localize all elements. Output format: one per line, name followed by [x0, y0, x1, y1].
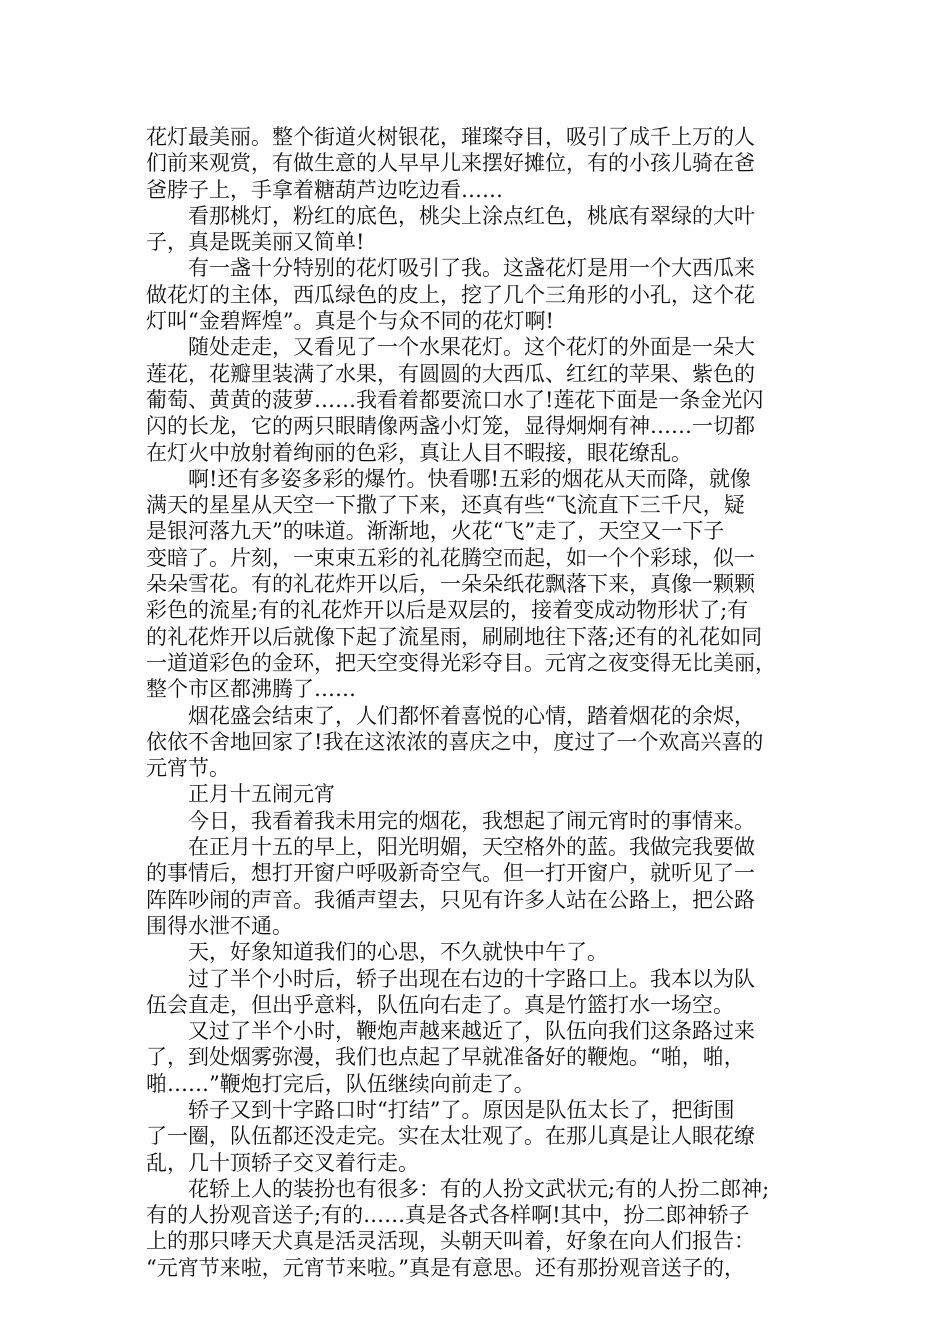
- text-line: 有的人扮观音送子;有的……真是各式各样啊!其中，扮二郎神轿子: [146, 1203, 750, 1228]
- text-line: 做花灯的主体，西瓜绿色的皮上，挖了几个三角形的小孔，这个花: [146, 282, 755, 307]
- text-line: 看那桃灯，粉红的底色，桃尖上涂点红色，桃底有翠绿的大叶: [188, 203, 755, 228]
- text-line: 过了半个小时后，轿子出现在右边的十字路口上。我本以为队: [188, 966, 755, 991]
- text-line: 又过了半个小时，鞭炮声越来越近了，队伍向我们这条路过来: [188, 1019, 755, 1044]
- text-line: 了一圈，队伍都还没走完。实在太壮观了。在那儿真是让人眼花缭: [146, 1124, 755, 1149]
- text-line: 轿子又到十字路口时“打结”了。原因是队伍太长了，把街围: [188, 1097, 735, 1122]
- text-line: 依依不舍地回家了!我在这浓浓的喜庆之中，度过了一个欢高兴喜的: [146, 729, 764, 754]
- text-line: 阵阵吵闹的声音。我循声望去，只见有许多人站在公路上，把公路: [146, 887, 755, 912]
- text-line: 子，真是既美丽又简单!: [146, 230, 365, 255]
- text-line: 元宵节。: [146, 756, 230, 781]
- text-line: 伍会直走，但出乎意料，队伍向右走了。真是竹篮打水一场空。: [146, 992, 734, 1017]
- text-line: 满天的星星从天空一下撒了下来，还真有些“飞流直下三千尺，疑: [146, 493, 745, 518]
- text-line: 的事情后，想打开窗户呼吸新奇空气。但一打开窗户，就听见了一: [146, 861, 755, 886]
- text-line: 葡萄、黄黄的菠萝……我看着都要流口水了!莲花下面是一条金光闪: [146, 387, 764, 412]
- text-line: 彩色的流星;有的礼花炸开以后是双层的，接着变成动物形状了;有: [146, 598, 749, 623]
- document-body: [146, 124, 822, 1281]
- text-line: 的礼花炸开以后就像下起了流星雨，刷刷地往下落;还有的礼花如同: [146, 624, 763, 649]
- text-line: 在正月十五的早上，阳光明媚，天空格外的蓝。我做完我要做: [188, 835, 755, 860]
- text-line: 变暗了。片刻，一束束五彩的礼花腾空而起，如一个个彩球，似一: [146, 545, 755, 570]
- text-line: 有一盏十分特别的花灯吸引了我。这盏花灯是用一个大西瓜来: [188, 256, 755, 281]
- text-line: 莲花，花瓣里装满了水果，有圆圆的大西瓜、红红的苹果、紫色的: [146, 361, 755, 386]
- text-line: 是银河落九天”的味道。渐渐地，火花“飞”走了，天空又一下子: [146, 519, 725, 544]
- text-line: 乱，几十顶轿子交叉着行走。: [146, 1150, 419, 1175]
- text-line: 花轿上人的装扮也有很多：有的人扮文武状元;有的人扮二郎神;: [188, 1176, 770, 1201]
- text-line: 随处走走，又看见了一个水果花灯。这个花灯的外面是一朵大: [188, 335, 755, 360]
- text-line: 啪……”鞭炮打完后，队伍继续向前走了。: [146, 1071, 535, 1096]
- text-line: 围得水泄不通。: [146, 913, 293, 938]
- text-line: “元宵节来啦，元宵节来啦。”真是有意思。还有那扮观音送子的，: [146, 1255, 745, 1280]
- text-line: 一道道彩色的金环，把天空变得光彩夺目。元宵之夜变得无比美丽，: [146, 650, 776, 675]
- text-line: 上的那只哮天犬真是活灵活现，头朝天叫着，好象在向人们报告：: [146, 1229, 755, 1254]
- text-line: 花灯最美丽。整个街道火树银花，璀璨夺目，吸引了成千上万的人: [146, 125, 755, 149]
- text-line: 了，到处烟雾弥漫，我们也点起了早就准备好的鞭炮。“啪，啪，: [146, 1045, 745, 1070]
- text-line: 正月十五闹元宵: [188, 782, 335, 807]
- text-line: 整个市区都沸腾了……: [146, 677, 356, 702]
- text-line: 闪的长龙，它的两只眼睛像两盏小灯笼，显得炯炯有神……一切都: [146, 414, 755, 439]
- text-line: 爸脖子上，手拿着糖葫芦边吃边看……: [146, 177, 503, 202]
- text-line: 烟花盛会结束了，人们都怀着喜悦的心情，踏着烟花的余烬，: [188, 703, 755, 728]
- text-line: 朵朵雪花。有的礼花炸开以后，一朵朵纸花飘落下来，真像一颗颗: [146, 572, 755, 597]
- text-line: 今日，我看着我未用完的烟花，我想起了闹元宵时的事情来。: [188, 808, 755, 833]
- text-line: 天，好象知道我们的心思，不久就快中午了。: [188, 940, 608, 965]
- text-line: 在灯火中放射着绚丽的色彩，真让人目不暇接，眼花缭乱。: [146, 440, 692, 465]
- text-line: 们前来观赏，有做生意的人早早儿来摆好摊位，有的小孩儿骑在爸: [146, 151, 755, 176]
- text-line: 灯叫“金碧辉煌”。真是个与众不同的花灯啊!: [146, 309, 554, 334]
- text-line: 啊!还有多姿多彩的爆竹。快看哪!五彩的烟花从天而降，就像: [188, 466, 751, 491]
